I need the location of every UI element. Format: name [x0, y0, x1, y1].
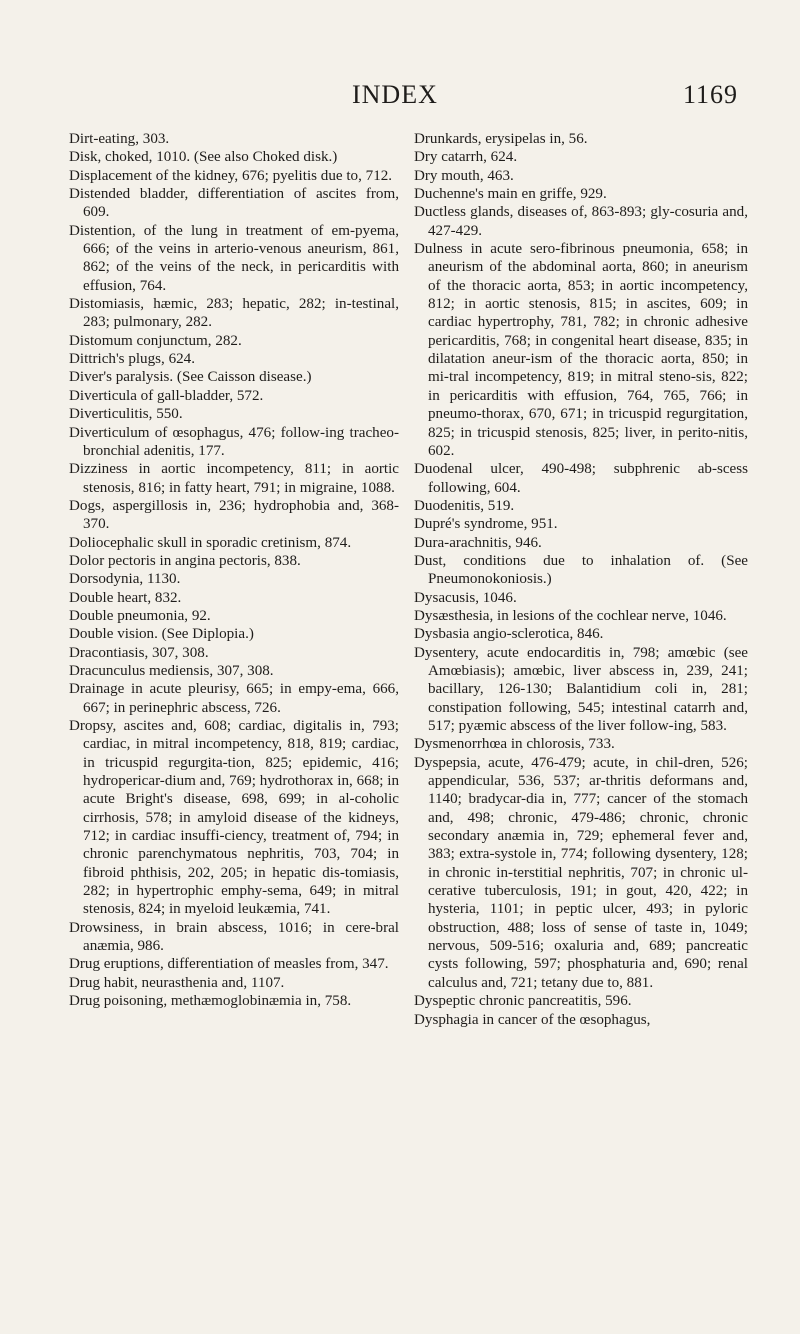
index-entry: Double heart, 832.: [69, 589, 182, 606]
index-entry: Dulness in acute sero-fibrinous pneumonia, 658; in aneurism of the abdominal aorta, 860; in aneurism of the thoracic aorta, 853; in aortic incompetency, 812; in aortic stenosis, 815; in ascites, 609; in cardiac hypertrophy, 781, 782; in chronic adhesive pericarditis, 768; in congenital heart disease, 835; in dilatation aneur-ism of the thoracic aorta, 850; in mi-tral incompetency, 819; in mitral steno-sis, 822; in pericarditis with effusion, 764, 765, 766; in pneumo-thorax, 670, 671; in tricuspid regurgitation, 825; in tricuspid stenosis, 825; liver, in perito-nitis, 602.: [414, 241, 748, 459]
index-entry: Drowsiness, in brain abscess, 1016; in cere-bral anæmia, 986.: [69, 919, 399, 955]
index-entry: Diverticula of gall-bladder, 572.: [69, 387, 264, 404]
index-entry: Dysacusis, 1046.: [414, 589, 517, 606]
index-entry: Displacement of the kidney, 676; pyelitis due to, 712.: [69, 167, 393, 184]
index-entry: Dust, conditions due to inhalation of. (See Pneumonokoniosis.): [414, 552, 748, 588]
index-entry: Diverticulitis, 550.: [69, 406, 183, 423]
index-entry: Dura-arachnitis, 946.: [414, 534, 542, 551]
index-entry: Duodenal ulcer, 490-498; subphrenic ab-scess following, 604.: [414, 461, 748, 496]
index-entry: Dysmenorrhœa in chlorosis, 733.: [414, 736, 615, 753]
index-entry: Duodenitis, 519.: [414, 497, 515, 514]
index-entry: Dracunculus mediensis, 307, 308.: [69, 662, 274, 679]
index-entry: Double pneumonia, 92.: [69, 607, 211, 624]
index-entry: Dirt-eating, 303.: [69, 131, 170, 147]
index-entry: Diver's paralysis. (See Caisson disease.): [69, 369, 312, 386]
index-entry: Ductless glands, diseases of, 863-893; gly-cosuria and, 427-429.: [414, 204, 748, 239]
index-entry: Duchenne's main en griffe, 929.: [414, 186, 607, 203]
index-entry: Double vision. (See Diplopia.): [69, 626, 254, 643]
index-entry: Drug eruptions, differentiation of measles from, 347.: [69, 956, 389, 973]
index-entry: Diverticulum of œsophagus, 476; follow-ing tracheo-bronchial adenitis, 177.: [69, 424, 399, 459]
index-entry: Dyspeptic chronic pancreatitis, 596.: [414, 993, 632, 1010]
index-entry: Dysæsthesia, in lesions of the cochlear nerve, 1046.: [414, 607, 727, 624]
index-entry: Disk, choked, 1010. (See also Choked disk.): [69, 149, 338, 166]
index-entry: Dupré's syndrome, 951.: [414, 516, 558, 533]
index-entry: Distomiasis, hæmic, 283; hepatic, 282; in-testinal, 283; pulmonary, 282.: [69, 296, 399, 331]
page-header: [0, 80, 800, 110]
index-entry: Dogs, aspergillosis in, 236; hydrophobia and, 368-370.: [69, 497, 399, 533]
index-entry: Distention, of the lung in treatment of em-pyema, 666; of the veins in arterio-venous aneurism, 861, 862; of the veins of the neck, in pericarditis with effusion, 764.: [69, 222, 399, 294]
index-entry: Dittrich's plugs, 624.: [69, 351, 195, 368]
index-entry: Dysentery, acute endocarditis in, 798; amœbic (see Amœbiasis); amœbic, liver abscess in, 239, 241; bacillary, 126-130; Balantidium coli in, 281; constipation following, 545; intestinal catarrh and, 517; pyæmic abscess of the liver follow-ing, 583.: [414, 644, 748, 734]
index-entry: Dropsy, ascites and, 608; cardiac, digitalis in, 793; cardiac, in mitral incompetency, 818, 819; cardiac, in tricuspid regurgita-tion, 825; epidemic, 416; hydropericar-dium and, 769; hydrothorax in, 668; in acute Bright's disease, 698, 699; in al-coholic cirrhosis, 578; in amyloid disease of the kidneys, 712; in cardiac insuffi-ciency, treatment of, 794; in chronic parenchymatous nephritis, 703, 704; in fibroid phthisis, 202, 205; in hepatic dis-tomiasis, 282; in hypertrophic emphy-sema, 649; in mitral stenosis, 824; in myeloid leukæmia, 741.: [69, 718, 399, 918]
index-column-left: [69, 130, 399, 1011]
index-entry: Drainage in acute pleurisy, 665; in empy-ema, 666, 667; in perinephric abscess, 726.: [69, 681, 399, 716]
index-entry: Drunkards, erysipelas in, 56.: [414, 131, 588, 147]
index-entry: Dizziness in aortic incompetency, 811; in aortic stenosis, 816; in fatty heart, 791; in migraine, 1088.: [69, 461, 399, 496]
page-number: 1169: [683, 80, 739, 109]
running-head-title: INDEX: [352, 80, 438, 109]
index-entry: Dry mouth, 463.: [414, 167, 514, 184]
index-entry: Dry catarrh, 624.: [414, 149, 518, 166]
index-entry: Dyspepsia, acute, 476-479; acute, in chil-dren, 526; appendicular, 536, 537; ar-thritis deformans and, 1140; bradycar-dia in, 777; cancer of the stomach and, 498; chronic, 479-486; chronic, chronic secondary anæmia in, 729; ephemeral fever and, 383; extra-systole in, 774; following dysentery, 128; in chronic in-terstitial nephritis, 707; in chronic ul-cerative tuberculosis, 191; in gout, 420, 422; in hysteria, 1101; in peptic ulcer, 493; in pyloric obstruction, 488; loss of sense of taste in, 1049; nervous, 509-516; oxaluria and, 689; pancreatic cysts following, 597; phosphaturia and, 690; renal calculus and, 721; tetany due to, 881.: [414, 754, 748, 991]
index-entry: Drug poisoning, methæmoglobinæmia in, 758.: [69, 993, 352, 1010]
index-entry: Distended bladder, differentiation of ascites from, 609.: [69, 186, 399, 221]
index-entry: Dysbasia angio-sclerotica, 846.: [414, 626, 604, 643]
index-entry: Dysphagia in cancer of the œsophagus,: [414, 1011, 651, 1028]
index-entry: Doliocephalic skull in sporadic cretinism, 874.: [69, 534, 352, 551]
index-entry: Dorsodynia, 1130.: [69, 571, 181, 588]
index-entry: Dolor pectoris in angina pectoris, 838.: [69, 552, 301, 569]
index-column-right: [414, 130, 748, 1029]
index-entry: Dracontiasis, 307, 308.: [69, 644, 209, 661]
index-entry: Distomum conjunctum, 282.: [69, 332, 242, 349]
index-entry: Drug habit, neurasthenia and, 1107.: [69, 974, 285, 991]
